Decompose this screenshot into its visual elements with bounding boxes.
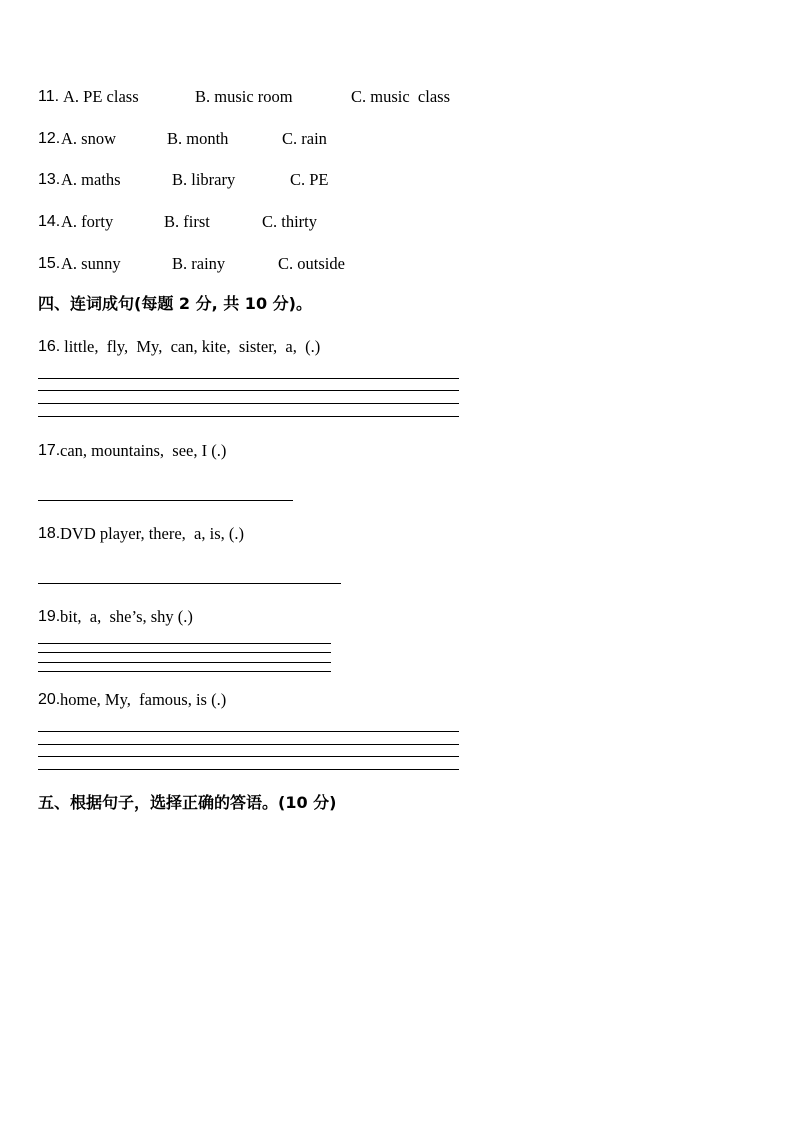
question-number: 19. bbox=[38, 608, 61, 625]
question-number: 14. bbox=[38, 213, 61, 230]
option-b: B. library bbox=[172, 170, 236, 189]
option-b: B. month bbox=[167, 129, 229, 148]
question-number: 15. bbox=[38, 255, 61, 272]
question-text: home, My, famous, is (.) bbox=[60, 690, 227, 709]
option-b: B. first bbox=[164, 212, 210, 231]
option-a: A. snow bbox=[61, 129, 117, 148]
question-number: 12. bbox=[38, 130, 61, 147]
question-number: 20. bbox=[38, 691, 61, 708]
option-c: C. rain bbox=[282, 129, 327, 148]
question-text: DVD player, there, a, is, (.) bbox=[60, 524, 244, 543]
option-b: B. music room bbox=[195, 87, 293, 106]
question-text: little, fly, My, can, kite, sister, a, (.) bbox=[60, 337, 321, 356]
option-a: A. maths bbox=[61, 170, 121, 189]
option-c: C. thirty bbox=[262, 212, 318, 231]
option-c: C. PE bbox=[290, 170, 329, 189]
question-number: 11. bbox=[38, 88, 60, 105]
question-number: 13. bbox=[38, 171, 61, 188]
option-a: A. PE class bbox=[63, 87, 139, 106]
option-b: B. rainy bbox=[172, 254, 226, 273]
option-c: C. music class bbox=[351, 87, 450, 106]
option-a: A. forty bbox=[61, 212, 114, 231]
section-4-title: 四、连词成句(每题 2 分, 共 10 分)。 bbox=[38, 294, 312, 313]
question-number: 17. bbox=[38, 442, 61, 459]
section-5-title: 五、根据句子，选择正确的答语。(10 分) bbox=[38, 793, 337, 812]
question-number: 18. bbox=[38, 525, 61, 542]
question-number: 16. bbox=[38, 338, 61, 355]
question-text: can, mountains, see, I (.) bbox=[60, 441, 227, 460]
option-a: A. sunny bbox=[61, 254, 121, 273]
question-text: bit, a, she’s, shy (.) bbox=[60, 607, 193, 626]
option-c: C. outside bbox=[278, 254, 345, 273]
